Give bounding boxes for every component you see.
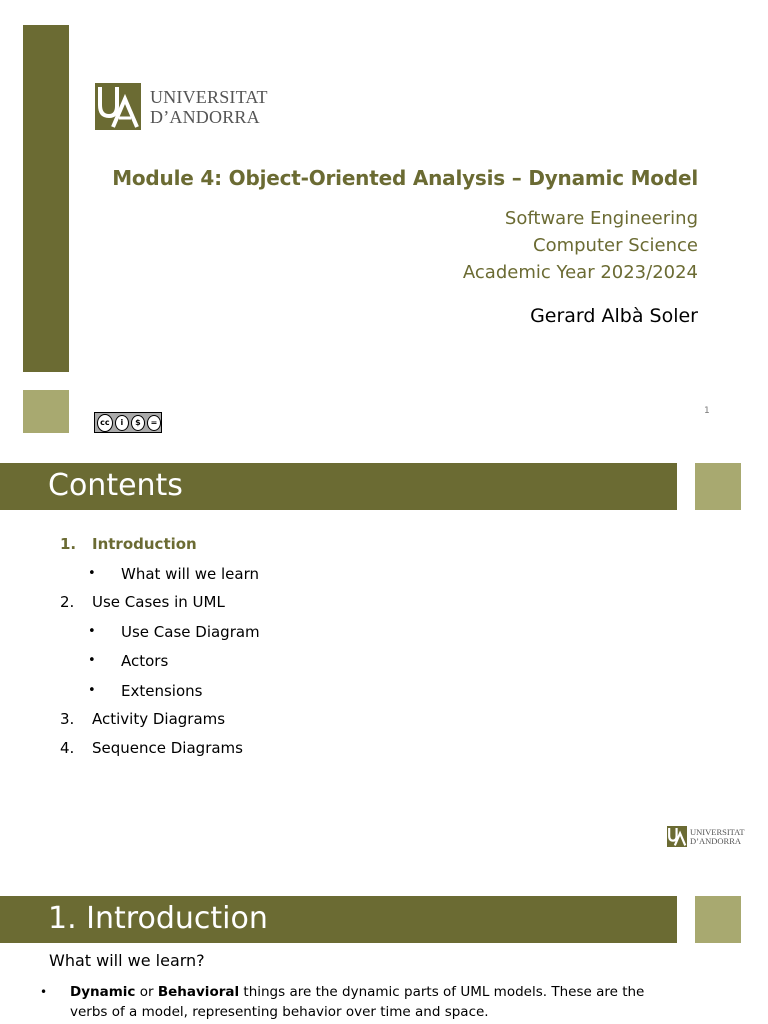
toc-label: Activity Diagrams xyxy=(92,710,226,728)
toc-sub-label: What will we learn xyxy=(121,565,259,583)
no-derivatives-icon: = xyxy=(147,415,161,431)
toc-number: 1. xyxy=(60,535,77,553)
university-name xyxy=(150,87,268,127)
ua-logo-mark-icon xyxy=(95,83,141,130)
footer-university-name xyxy=(690,828,745,846)
university-name-line1: UNIVERSITAT xyxy=(150,86,268,107)
footer-university-logo xyxy=(667,826,745,847)
footer-university-name-line1: UNIVERSITAT xyxy=(690,826,745,837)
toc-sub-label: Use Case Diagram xyxy=(121,623,260,641)
toc-number: 3. xyxy=(60,710,75,728)
intro-paragraph xyxy=(70,982,670,1022)
paragraph-rest: things are the dynamic parts of UML models. These are the verbs of a model, representing behavior over time and space. xyxy=(70,984,645,1020)
bold-term-behavioral: Behavioral xyxy=(157,984,240,1000)
ua-logo-mark-icon xyxy=(667,826,687,847)
toc-number: 2. xyxy=(60,593,75,611)
course-info xyxy=(463,205,698,286)
conjunction: or xyxy=(135,984,158,1000)
contents-header-band xyxy=(0,463,677,510)
author-name: Gerard Albà Soler xyxy=(530,305,698,327)
introduction-header-band xyxy=(0,896,677,943)
toc-sub-label: Actors xyxy=(121,652,169,670)
toc-number: 4. xyxy=(60,739,75,757)
introduction-heading: 1. Introduction xyxy=(48,901,268,936)
page-number: 1 xyxy=(704,406,710,416)
title-side-bar xyxy=(23,25,69,372)
course-year: Academic Year 2023/2024 xyxy=(462,262,698,283)
module-title: Module 4: Object-Oriented Analysis – Dynamic Model xyxy=(112,166,698,190)
footer-university-name-line2: D’ANDORRA xyxy=(690,835,741,846)
course-degree: Computer Science xyxy=(533,235,698,256)
non-commercial-icon: $ xyxy=(131,415,145,431)
title-side-square xyxy=(23,390,69,433)
attribution-icon: i xyxy=(115,415,129,431)
introduction-header-square xyxy=(695,896,741,943)
intro-question: What will we learn? xyxy=(49,951,205,970)
course-subject: Software Engineering xyxy=(504,208,698,229)
toc-label: Introduction xyxy=(92,535,197,553)
bullet: • xyxy=(88,683,96,698)
contents-heading: Contents xyxy=(48,468,183,503)
bold-term-dynamic: Dynamic xyxy=(70,984,136,1000)
bullet: • xyxy=(40,985,48,999)
university-logo xyxy=(95,83,268,130)
bullet: • xyxy=(88,653,96,668)
bullet: • xyxy=(88,566,96,581)
creative-commons-license-badge[interactable] xyxy=(94,412,162,433)
university-name-line2: D’ANDORRA xyxy=(150,106,260,127)
creative-commons-icon: cc xyxy=(97,414,113,432)
contents-header-square xyxy=(695,463,741,510)
toc-sub-label: Extensions xyxy=(121,682,203,700)
bullet: • xyxy=(88,624,96,639)
toc-label: Sequence Diagrams xyxy=(92,739,243,757)
toc-label: Use Cases in UML xyxy=(92,593,225,611)
